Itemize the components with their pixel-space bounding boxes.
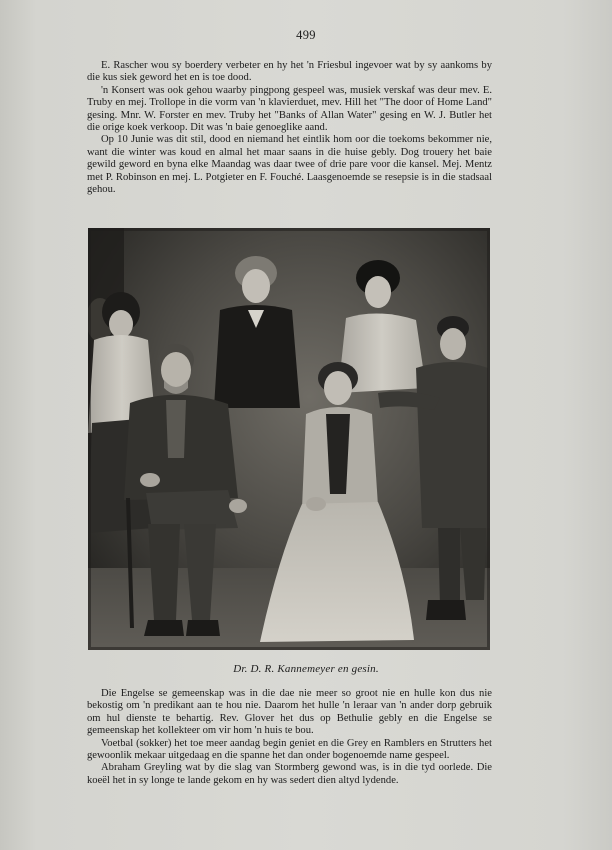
paragraph: Voetbal (sokker) het toe meer aandag begin geniet en die Grey en Ramblers en Strutters het gewoonlik mekaar uitgedaag en die spanne het dan onder bogenoemde name gespeel. [87, 737, 492, 762]
page-number: 499 [296, 28, 316, 42]
bottom-text-block [87, 688, 492, 787]
paragraph: Op 10 Junie was dit stil, dood en niemand het eintlik hom oor die toekoms bekommer nie, want die winter was koud en almal het maar saans in die huise gebly. Dog trouery het baie gewild geword en byna elke Maandag was daar twee of drie pare voor die kansel. Mej. Mentz met P. Robinson en mej. L. Potgieter en F. Fouché. Laasgenoemde se resepsie is in die stadsaal gehou. [87, 134, 492, 196]
family-photograph [88, 228, 490, 650]
paragraph: E. Rascher wou sy boerdery verbeter en hy het 'n Friesbul ingevoer wat by sy aankoms by die kus siek geword het en is toe dood. [87, 60, 492, 84]
top-text-block [87, 60, 492, 196]
paragraph: 'n Konsert was ook gehou waarby pingpong gespeel was, musiek verskaf was deur mev. E. Truby en mej. Trollope in die vorm van 'n klavierduet, mev. Hill het "The door of Home Land" gesing. Mnr. W. Forster en mev. Truby het "Banks of Allan Water" gesing en W. J. Butler het die orige koek verkoop. Dit was 'n baie genoeglike aand. [87, 84, 492, 134]
photograph-image [88, 228, 490, 650]
photo-caption: Dr. D. R. Kannemeyer en gesin. [233, 663, 379, 675]
paragraph: Abraham Greyling wat by die slag van Stormberg gewond was, is in die tyd oorlede. Die koeël het in sy longe te lande gekom en hy was sedert dien altyd lydende. [87, 762, 492, 786]
paragraph: Die Engelse se gemeenskap was in die dae nie meer so groot nie en hulle kon dus nie bekostig om 'n predikant aan te hou nie. Daarom het hulle 'n leraar van 'n ander dorp gebruik om hul dienste te behartig. Rev. Glover het dus op Bethulie gebly en die Engelse se gemeenskap het kollekteer om vir hom 'n huis te bou. [87, 688, 492, 737]
